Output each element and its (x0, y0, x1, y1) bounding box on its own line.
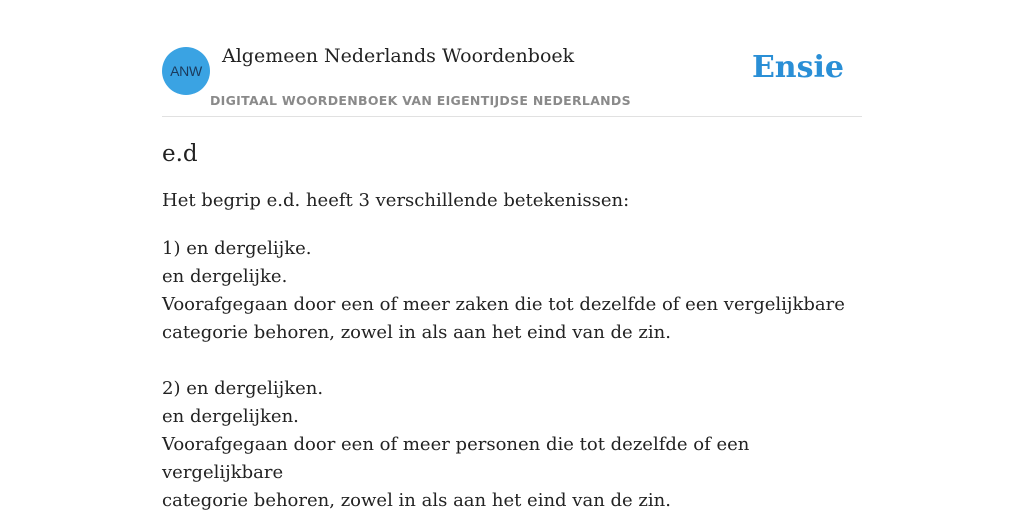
logo-text: ANW (170, 63, 202, 79)
meaning-term: en dergelijken. (162, 406, 299, 427)
meaning-heading: 2) en dergelijken. (162, 378, 324, 399)
meaning-definition-line: Voorafgegaan door een of meer zaken die tot dezelfde of een vergelijkbare (162, 294, 845, 315)
meaning-term: en dergelijke. (162, 266, 288, 287)
meanings-list (162, 235, 862, 512)
ensie-brand-logo[interactable]: Ensie (751, 50, 844, 85)
site-title[interactable]: Algemeen Nederlands Woordenboek (222, 45, 575, 67)
meaning-definition-line: categorie behoren, zowel in als aan het eind van de zin. (162, 322, 671, 343)
meaning-definition-line: categorie behoren, zowel in als aan het eind van de zin. (162, 490, 671, 511)
anw-logo[interactable] (162, 47, 210, 95)
entry-content (162, 138, 862, 512)
site-subtitle: DIGITAAL WOORDENBOEK VAN EIGENTIJDSE NEDERLANDS (210, 93, 631, 108)
site-header (162, 0, 862, 117)
meaning-item (162, 375, 862, 512)
entry-intro: Het begrip e.d. heeft 3 verschillende betekenissen: (162, 190, 630, 211)
entry-title: e.d (162, 141, 198, 167)
meaning-item (162, 235, 862, 347)
meaning-heading: 1) en dergelijke. (162, 238, 312, 259)
meaning-definition-line: Voorafgegaan door een of meer personen die tot dezelfde of een vergelijkbare (162, 434, 750, 483)
